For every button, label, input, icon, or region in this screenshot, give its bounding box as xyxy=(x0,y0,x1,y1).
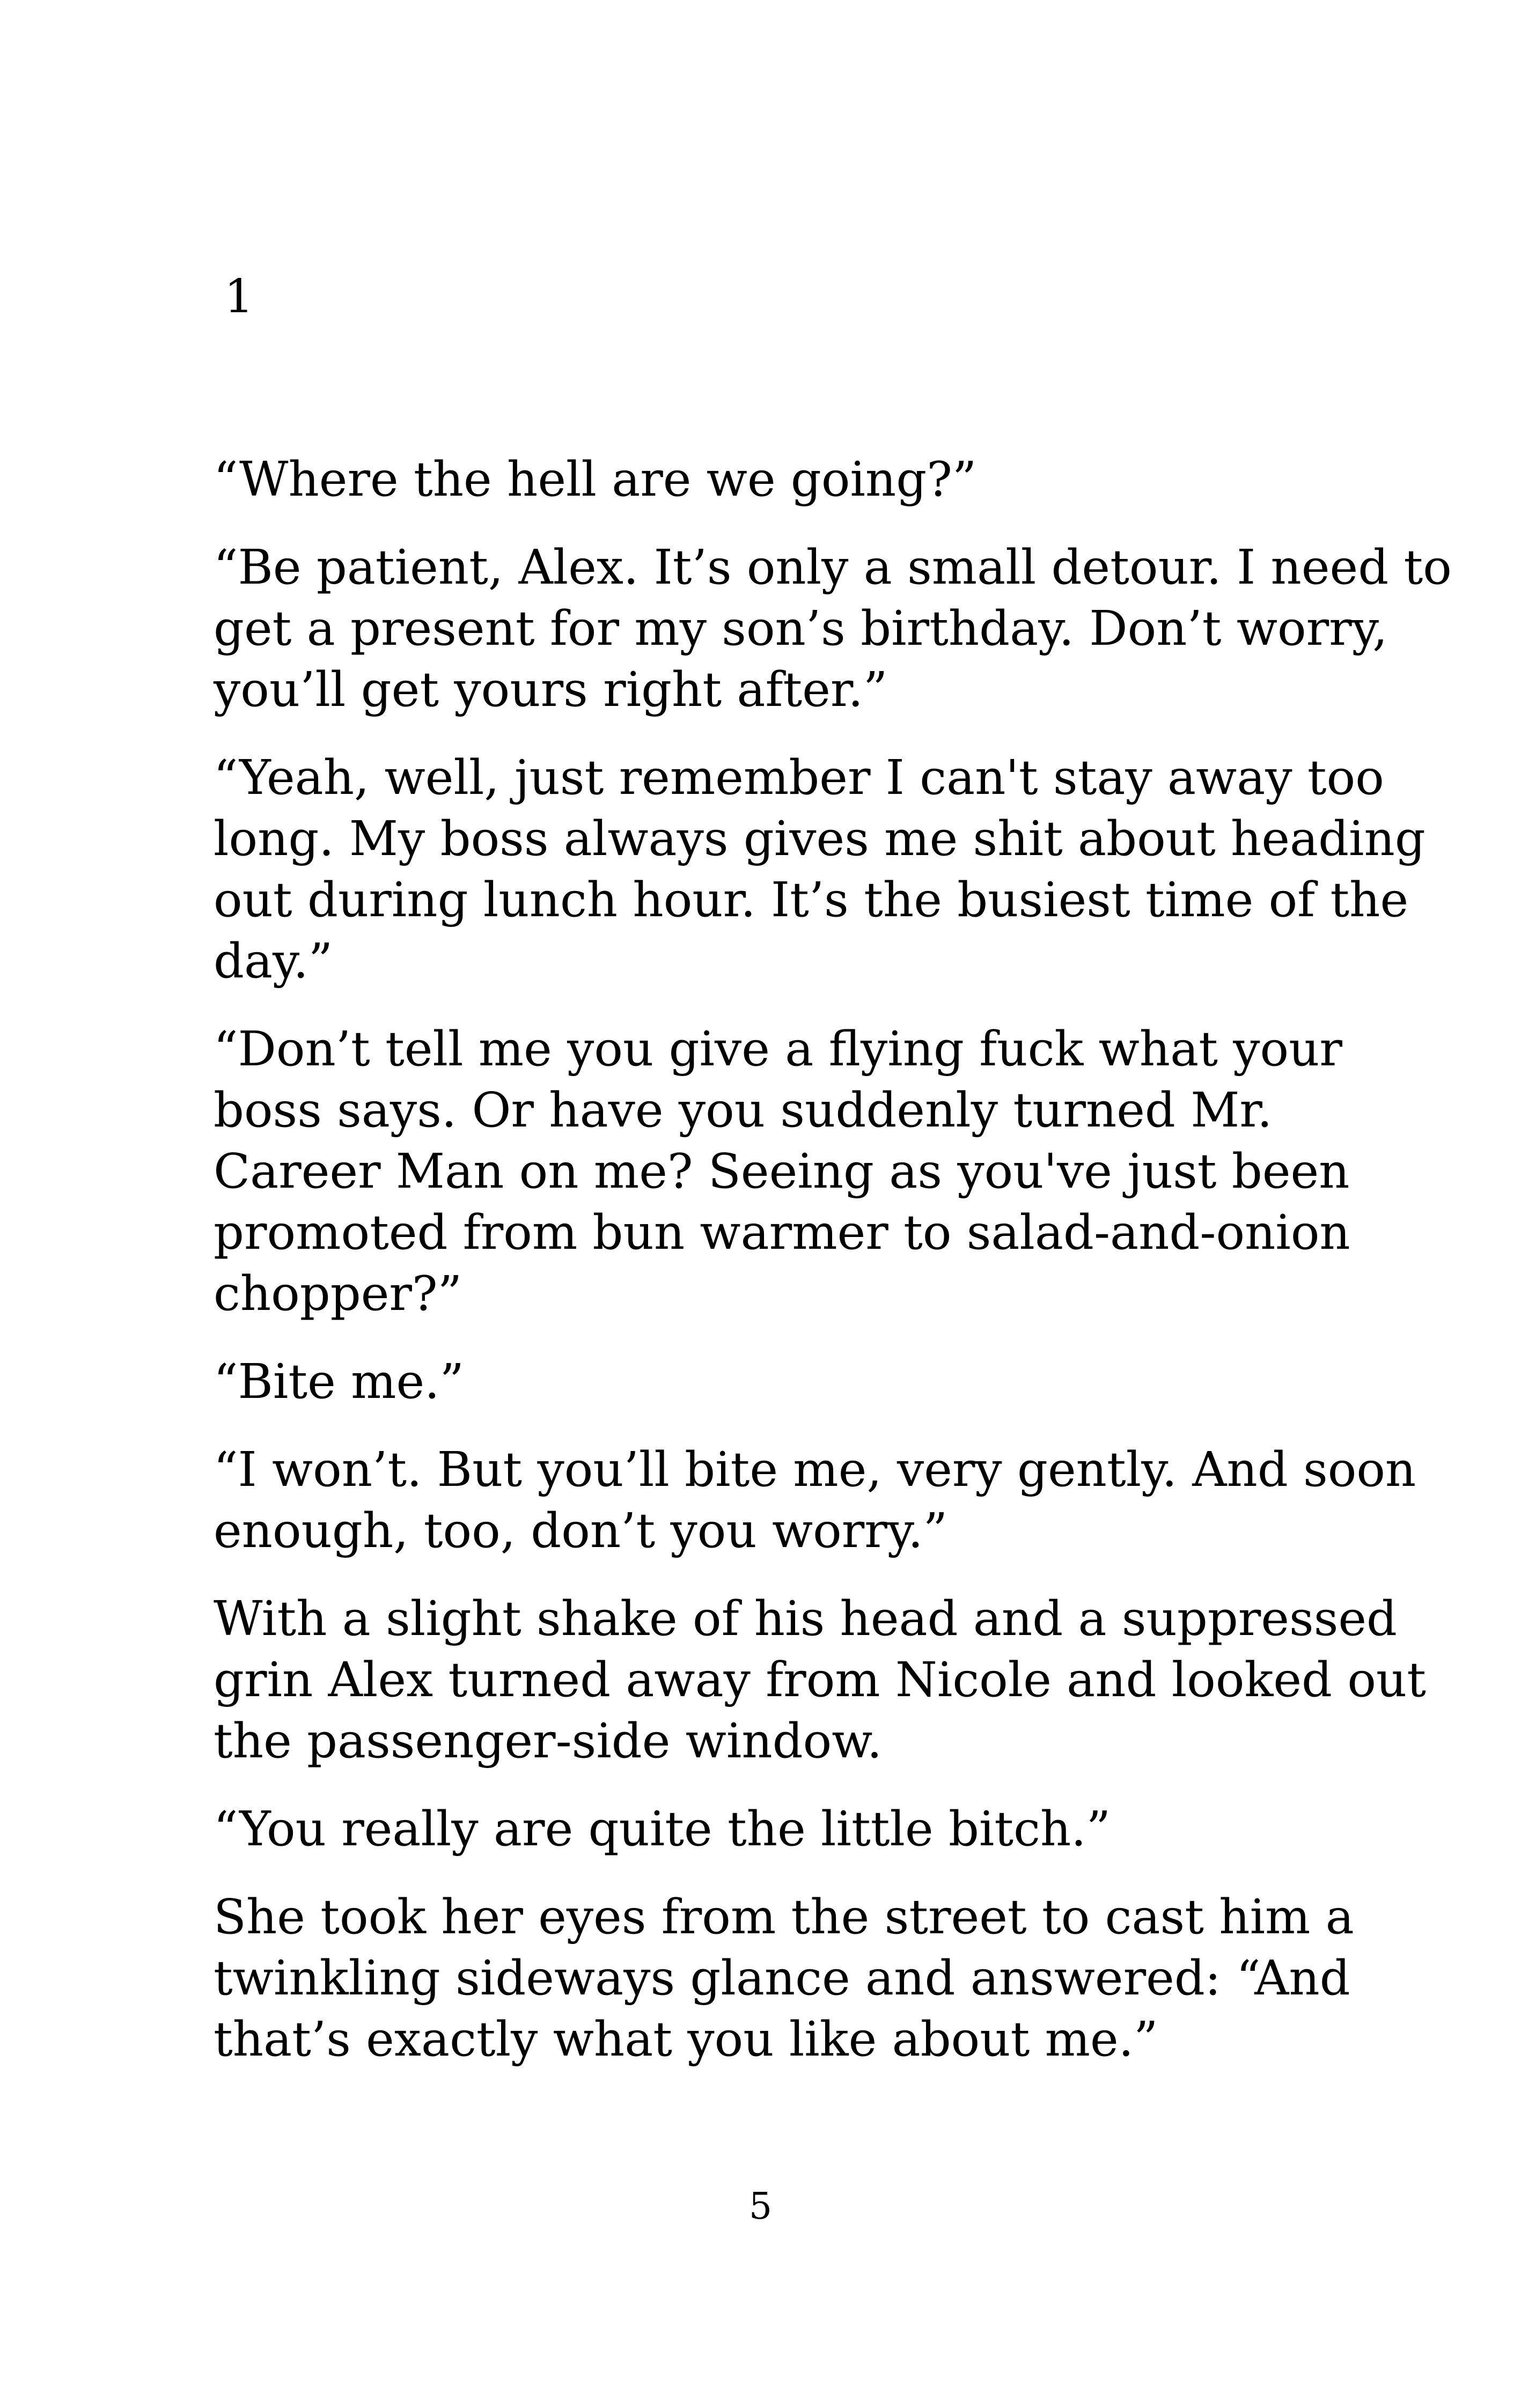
text-line: the passenger-side window. xyxy=(214,1713,883,1769)
text-line: get a present for my son’s birthday. Don’t worry, xyxy=(214,600,1388,656)
paragraph xyxy=(214,536,1452,720)
text-line: day.” xyxy=(214,933,333,989)
text-line: “You really are quite the little bitch.” xyxy=(214,1801,1111,1857)
text-line: enough, too, don’t you worry.” xyxy=(214,1503,948,1558)
text-line: “I won’t. But you’ll bite me, very gently. And soon xyxy=(214,1441,1416,1497)
text-line: “Be patient, Alex. It’s only a small detour. I need to xyxy=(214,539,1452,595)
text-line: “Bite me.” xyxy=(214,1353,464,1409)
text-line: promoted from bun warmer to salad-and-onion xyxy=(214,1204,1350,1260)
text-line: long. My boss always gives me shit about heading xyxy=(214,811,1426,866)
text-line: She took her eyes from the street to cast him a xyxy=(214,1889,1354,1945)
text-line: “Don’t tell me you give a flying fuck what your xyxy=(214,1021,1342,1077)
text-line: that’s exactly what you like about me.” xyxy=(214,2011,1158,2067)
chapter-body-text xyxy=(214,448,1452,2096)
paragraph xyxy=(214,1439,1416,1561)
text-line: grin Alex turned away from Nicole and looked out xyxy=(214,1652,1426,1707)
text-line: you’ll get yours right after.” xyxy=(214,661,888,717)
text-line: “Where the hell are we going?” xyxy=(214,451,977,507)
paragraph xyxy=(214,1886,1354,2070)
text-line: With a slight shake of his head and a suppressed xyxy=(214,1590,1398,1646)
paragraph xyxy=(214,1351,1340,1412)
text-line: chopper?” xyxy=(214,1265,462,1321)
paragraph xyxy=(214,1018,1350,1324)
text-line: twinkling sideways glance and answered: “And xyxy=(214,1950,1350,2006)
paragraph xyxy=(214,1798,1340,1859)
text-line: boss says. Or have you suddenly turned Mr. xyxy=(214,1082,1273,1138)
chapter-number: 1 xyxy=(224,270,254,323)
paragraph xyxy=(214,1588,1426,1771)
text-line: out during lunch hour. It’s the busiest time of the xyxy=(214,872,1409,927)
text-line: “Yeah, well, just remember I can't stay away too xyxy=(214,749,1384,805)
paragraph xyxy=(214,747,1426,991)
paragraph xyxy=(214,448,1340,510)
text-line: Career Man on me? Seeing as you've just been xyxy=(214,1143,1350,1199)
page-number: 5 xyxy=(748,2185,773,2228)
